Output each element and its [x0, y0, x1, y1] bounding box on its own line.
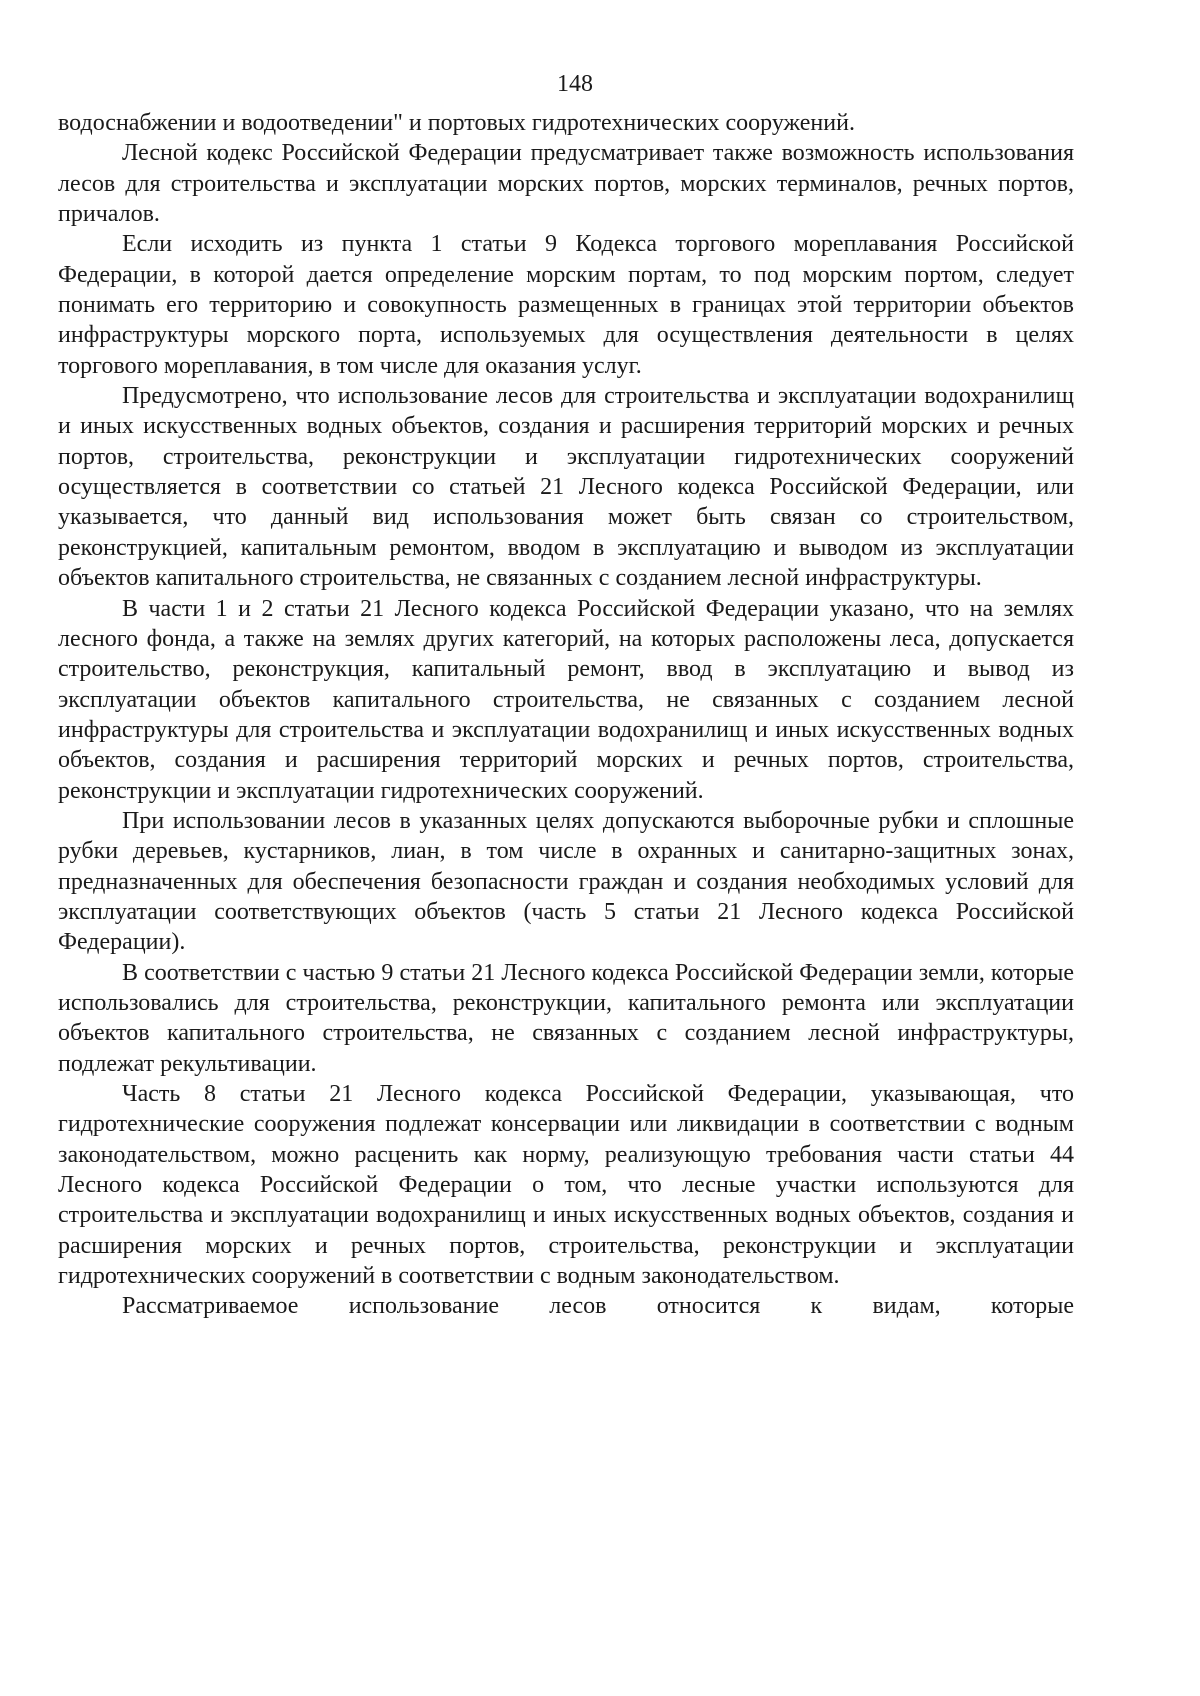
paragraph: Часть 8 статьи 21 Лесного кодекса Российской Федерации, указывающая, что гидротехнические сооружения подлежат консервации или ликвидации в соответствии с водным законодательством, можно расценить как норму, реализующую требования части статьи 44 Лесного кодекса Российской Федерации о том, что лесные участки используются для строительства и эксплуатации водохранилищ и иных искусственных водных объектов, создания и расширения морских и речных портов, строительства, реконструкции и эксплуатации гидротехнических сооружений в соответствии с водным законодательством. — [58, 1081, 1074, 1290]
paragraph: В части 1 и 2 статьи 21 Лесного кодекса Российской Федерации указано, что на землях лесного фонда, а также на землях других категорий, на которых расположены леса, допускается строительство, реконструкция, капитальный ремонт, ввод в эксплуатацию и вывод из эксплуатации объектов капитального строительства, не связанных с созданием лесной инфраструктуры для строительства и эксплуатации водохранилищ и иных искусственных водных объектов, создания и расширения территорий морских и речных портов, строительства, реконструкции и эксплуатации гидротехнических сооружений. — [58, 595, 1074, 804]
paragraph: Предусмотрено, что использование лесов для строительства и эксплуатации водохранилищ и иных искусственных водных объектов, создания и расширения территорий морских и речных портов, строительства, реконструкции и эксплуатации гидротехнических сооружений осуществляется в соответствии со статьей 21 Лесного кодекса Российской Федерации, или указывается, что данный вид использования может быть связан со строительством, реконструкцией, капитальным ремонтом, вводом в эксплуатацию и выводом из эксплуатации объектов капитального строительства, не связанных с созданием лесной инфраструктуры. — [58, 383, 1074, 592]
paragraph-continuation: водоснабжении и водоотведении" и портовых гидротехнических сооружений. — [58, 110, 855, 136]
body-text — [58, 108, 1074, 1322]
page-number: 148 — [557, 71, 593, 97]
paragraph: Если исходить из пункта 1 статьи 9 Кодекса торгового мореплавания Российской Федерации, в которой дается определение морским портам, то под морским портом, следует понимать его территорию и совокупность размещенных в границах этой территории объектов инфраструктуры морского порта, используемых для осуществления деятельности в целях торгового мореплавания, в том числе для оказания услуг. — [58, 231, 1074, 379]
paragraph-continued-next-page: Рассматриваемое использование лесов относится к видам, которые — [122, 1293, 1074, 1320]
paragraph: В соответствии с частью 9 статьи 21 Лесного кодекса Российской Федерации земли, которые использовались для строительства, реконструкции, капитального ремонта или эксплуатации объектов капитального строительства, не связанных с созданием лесной инфраструктуры, подлежат рекультивации. — [58, 959, 1074, 1077]
paragraph: При использовании лесов в указанных целях допускаются выборочные рубки и сплошные рубки деревьев, кустарников, лиан, в том числе в охранных и санитарно-защитных зонах, предназначенных для обеспечения безопасности граждан и создания необходимых условий для эксплуатации соответствующих объектов (часть 5 статьи 21 Лесного кодекса Российской Федерации). — [58, 807, 1074, 956]
paragraph: Лесной кодекс Российской Федерации предусматривает также возможность использования лесов для строительства и эксплуатации морских портов, морских терминалов, речных портов, причалов. — [58, 140, 1074, 228]
